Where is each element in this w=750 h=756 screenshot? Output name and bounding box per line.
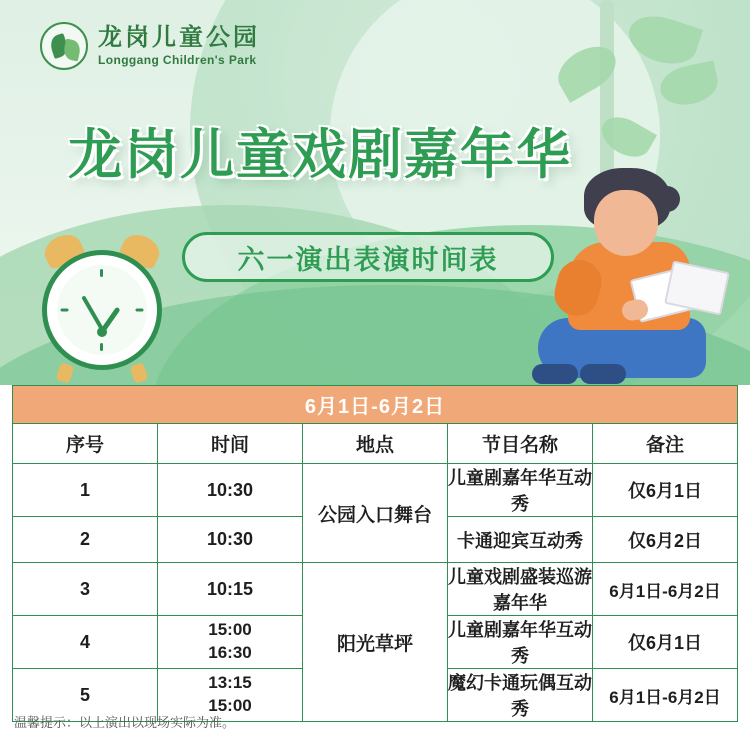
subtitle-text: 六一演出表演时间表 — [237, 244, 499, 275]
cell-no: 5 — [13, 669, 158, 722]
table-row — [13, 563, 738, 616]
cell-time-line-1: 13:15 15:00 — [208, 673, 252, 715]
cell-time: 10:15 — [158, 563, 303, 616]
cell-place: 阳光草坪 — [303, 563, 448, 722]
cell-remark: 仅6月1日 — [593, 616, 738, 669]
cell-program: 儿童剧嘉年华互动秀 — [448, 464, 593, 517]
column-header-remark: 备注 — [593, 424, 738, 464]
clock-face — [57, 265, 147, 355]
cell-program: 卡通迎宾互动秀 — [448, 517, 593, 563]
cell-time — [158, 616, 303, 669]
boy-head — [594, 190, 658, 256]
page-title: 龙岗儿童戏剧嘉年华 — [68, 125, 572, 185]
footer-tip: 温馨提示：以上演出以现场实际为准。 — [14, 715, 236, 730]
table-row — [13, 464, 738, 517]
column-header-time: 时间 — [158, 424, 303, 464]
column-header-no: 序号 — [13, 424, 158, 464]
cell-time-line-1: 15:00 16:30 — [208, 620, 252, 662]
column-header-program: 节目名称 — [448, 424, 593, 464]
brand-name-cn: 龙岗儿童公园 — [98, 23, 260, 51]
schedule-table-wrapper — [12, 385, 738, 722]
boy-reading-book-illustration — [526, 168, 726, 388]
boy-shoe — [580, 364, 626, 384]
alarm-clock-icon — [36, 232, 168, 382]
cell-program: 儿童剧嘉年华互动秀 — [448, 616, 593, 669]
cell-program: 儿童戏剧盛装巡游嘉年华 — [448, 563, 593, 616]
clock-leg-right — [130, 362, 149, 383]
cell-no: 2 — [13, 517, 158, 563]
cell-remark: 仅6月2日 — [593, 517, 738, 563]
cell-no: 4 — [13, 616, 158, 669]
clock-body — [42, 250, 162, 370]
cell-program: 魔幻卡通玩偶互动秀 — [448, 669, 593, 722]
boy-shoe — [532, 364, 578, 384]
brand-logo — [40, 22, 260, 70]
cell-no: 3 — [13, 563, 158, 616]
cell-time: 10:30 — [158, 464, 303, 517]
subtitle-banner — [182, 232, 554, 282]
leaf-circle-icon — [40, 22, 88, 70]
cell-remark: 6月1日-6月2日 — [593, 563, 738, 616]
cell-remark: 6月1日-6月2日 — [593, 669, 738, 722]
cell-remark: 仅6月1日 — [593, 464, 738, 517]
brand-name-en: Longgang Children's Park — [98, 53, 257, 68]
cell-place: 公园入口舞台 — [303, 464, 448, 563]
cell-no: 1 — [13, 464, 158, 517]
cell-time: 10:30 — [158, 517, 303, 563]
table-header-row — [13, 424, 738, 464]
clock-leg-left — [56, 362, 75, 383]
schedule-table — [12, 385, 738, 722]
clock-center-pin — [97, 327, 107, 337]
schedule-date-range: 6月1日-6月2日 — [13, 386, 738, 424]
column-header-place: 地点 — [303, 424, 448, 464]
brand-logo-text — [98, 25, 260, 68]
table-date-header-row — [13, 386, 738, 424]
